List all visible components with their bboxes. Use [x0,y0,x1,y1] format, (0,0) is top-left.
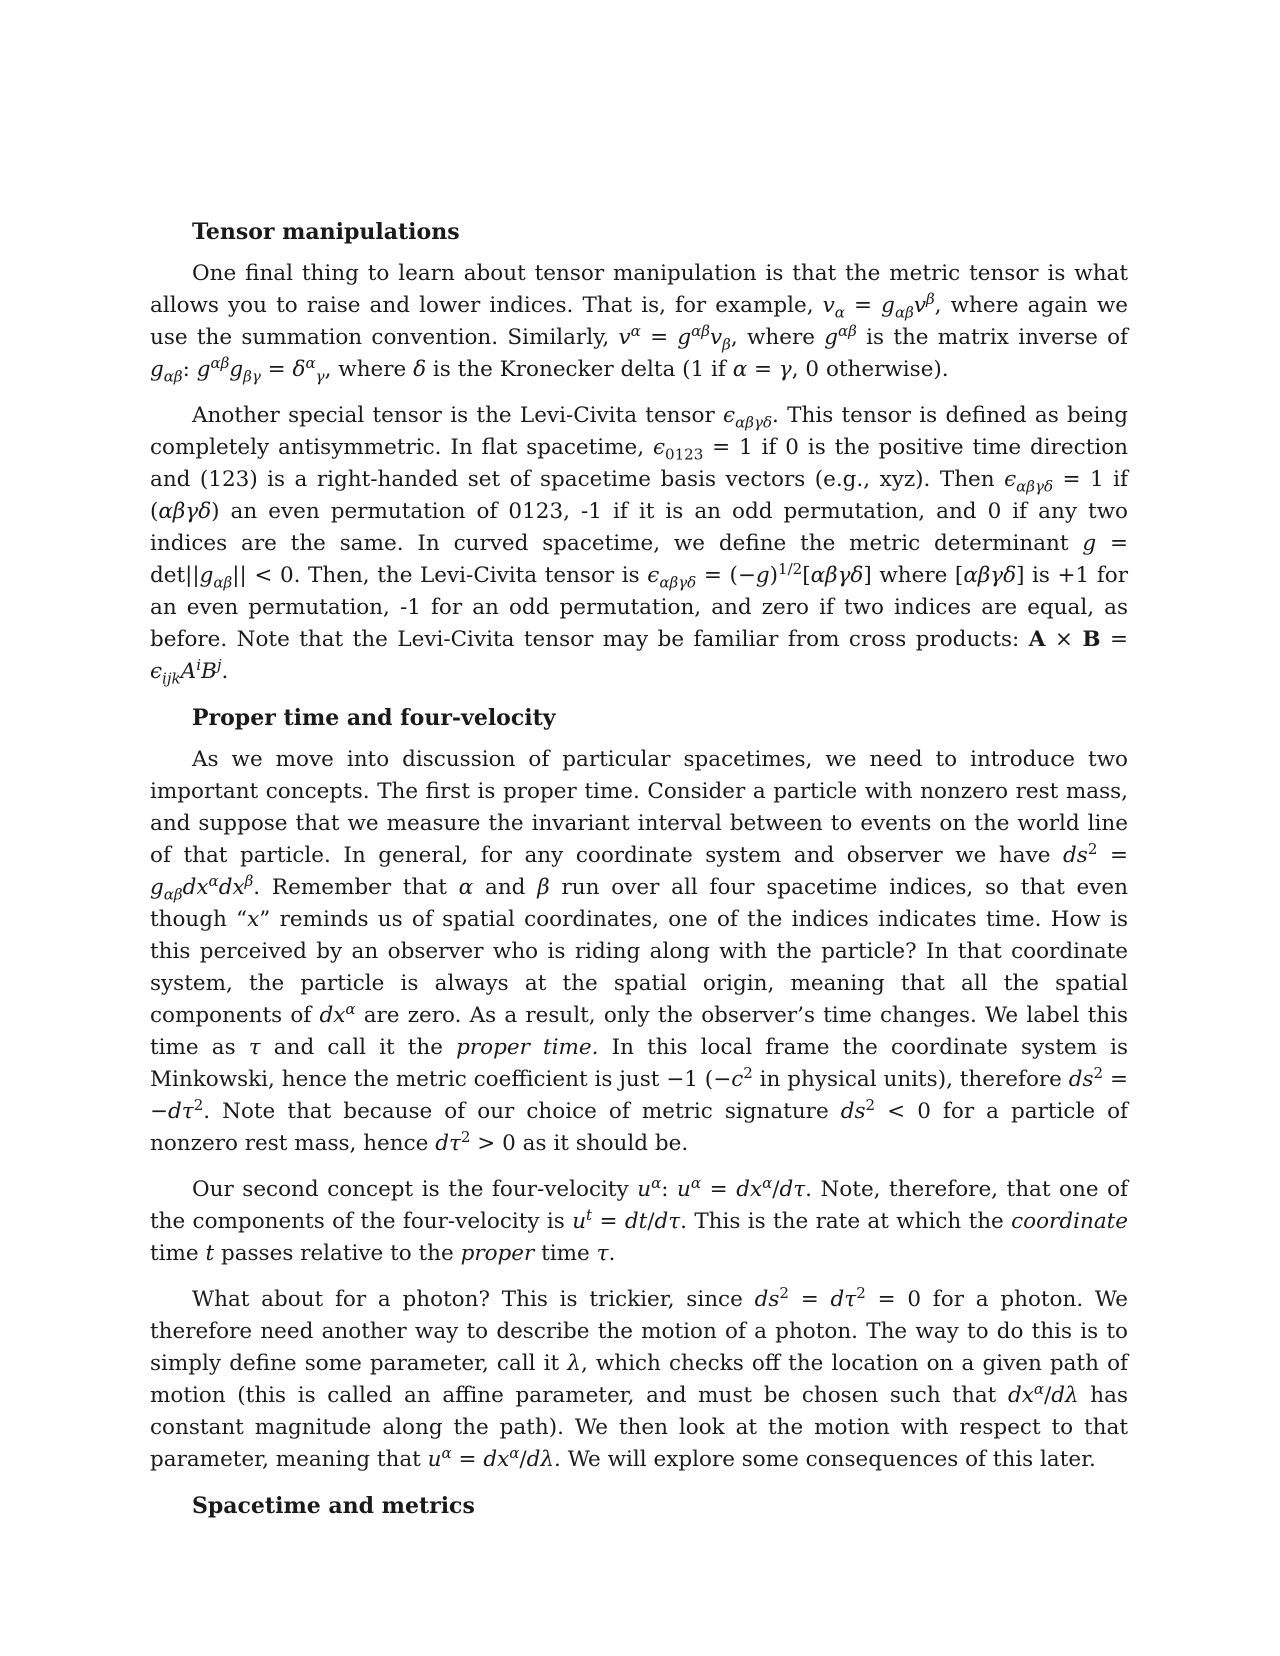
section-heading-spacetime-metrics: Spacetime and metrics [192,1493,475,1519]
paragraph: Our second concept is the four-velocity $u^\alpha$: $u^\alpha = dx^\alpha/d\tau$. Note, therefore, that one of the components of the four-velocity is $u^t = dt/d\tau$. This is the rate at which the coordinate time t passes relative to the proper time τ. [150,1173,1129,1266]
document-page [150,216,1128,1532]
section-heading-proper-time: Proper time and four-velocity [192,705,556,731]
paragraph: One final thing to learn about tensor manipulation is that the metric tensor is what allows you to raise and lower indices. That is, for example, $v_\alpha = g_{\alpha\beta}v^\beta$, where again we use the summation convention. Similarly, $v^\alpha = g^{\alpha\beta}v_\beta$, where $g^{\alpha\beta}$ is the matrix inverse of $g_{\alpha\beta}$: $g^{\alpha\beta}g_{\beta\gamma} = \delta^\alpha_\gamma$, where δ is the Kronecker delta (1 if α = γ, 0 otherwise). [150,261,1128,386]
section-heading-tensor-manipulations: Tensor manipulations [192,219,460,245]
paragraph: Another special tensor is the Levi-Civita tensor $\epsilon_{\alpha\beta\gamma\delta}$. This tensor is defined as being completely antisymmetric. In flat spacetime, $\epsilon_{0123} = 1$ if 0 is the positive time direction and (123) is a right-handed set of spacetime basis vectors (e.g., xyz). Then $\epsilon_{\alpha\beta\gamma\delta} = 1$ if (αβγδ) an even permutation of 0123, -1 if it is an odd permutation, and 0 if any two indices are the same. In curved spacetime, we define the metric determinant $g = \det||g_{\alpha\beta}|| < 0$. Then, the Levi-Civita tensor is $\epsilon_{\alpha\beta\gamma\delta} = (-g)^{1/2}[\alpha\beta\gamma\delta]$ where [αβγδ] is +1 for an even permutation, -1 for an odd permutation, and zero if two indices are equal, as before. Note that the Levi-Civita tensor may be familiar from cross products: $A \times B = \epsilon_{ijk}A^iB^j$. [150,403,1129,688]
paragraph: What about for a photon? This is trickier, since $ds^2 = d\tau^2 = 0$ for a photon. We therefore need another way to describe the motion of a photon. The way to do this is to simply define some parameter, call it λ, which checks off the location on a given path of motion (this is called an affine parameter, and must be chosen such that $dx^\alpha/d\lambda$ has constant magnitude along the path). We then look at the motion with respect to that parameter, meaning that $u^\alpha = dx^\alpha/d\lambda$. We will explore some consequences of this later. [150,1283,1128,1472]
paragraph: As we move into discussion of particular spacetimes, we need to introduce two important concepts. The first is proper time. Consider a particle with nonzero rest mass, and suppose that we measure the invariant interval between to events on the world line of that particle. In general, for any coordinate system and observer we have $ds^2 = g_{\alpha\beta}dx^\alpha dx^\beta$. Remember that α and β run over all four spacetime indices, so that even though “x” reminds us of spatial coordinates, one of the indices indicates time. How is this perceived by an observer who is riding along with the particle? In that coordinate system, the particle is always at the spatial origin, meaning that all the spatial components of $dx^\alpha$ are zero. As a result, only the observer’s time changes. We label this time as τ and call it the proper time. In this local frame the coordinate system is Minkowski, hence the metric coefficient is just −1 ($-c^2$ in physical units), therefore $ds^2 = -d\tau^2$. Note that because of our choice of metric signature $ds^2 < 0$ for a particle of nonzero rest mass, hence $d\tau^2 > 0$ as it should be. [150,747,1129,1156]
